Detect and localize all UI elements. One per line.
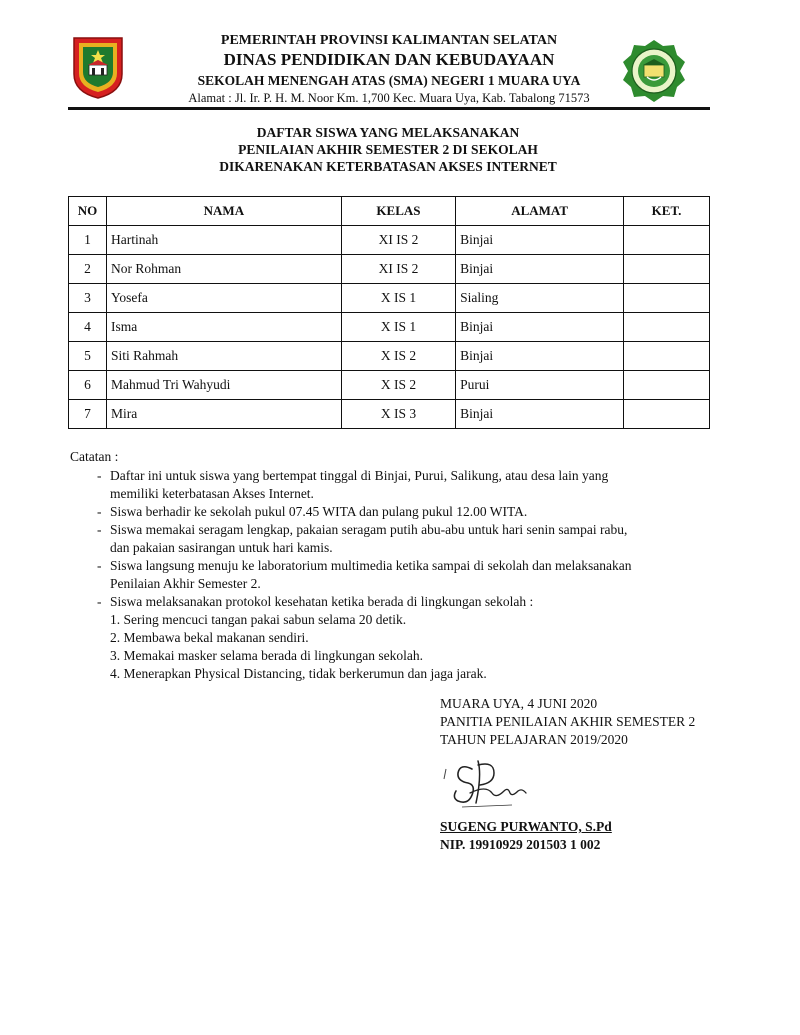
table-row bbox=[69, 313, 710, 342]
header-no: NO bbox=[69, 197, 107, 226]
note-line: dan pakaian sasirangan untuk hari kamis. bbox=[110, 540, 333, 555]
signer-block bbox=[440, 818, 612, 854]
notes-section bbox=[70, 448, 730, 683]
note-dash: - bbox=[97, 594, 102, 609]
cell-alamat: Binjai bbox=[456, 313, 624, 342]
cell-nama: Yosefa bbox=[106, 284, 341, 313]
provincial-emblem-icon bbox=[70, 34, 126, 100]
cell-nama: Mira bbox=[106, 400, 341, 429]
header-alamat: ALAMAT bbox=[456, 197, 624, 226]
school-emblem-icon bbox=[621, 38, 687, 104]
note-line: memiliki keterbatasan Akses Internet. bbox=[110, 486, 314, 501]
note-item bbox=[70, 467, 730, 503]
committee-name: PANITIA PENILAIAN AKHIR SEMESTER 2 bbox=[440, 714, 696, 729]
note-dash: - bbox=[97, 468, 102, 483]
cell-kelas: X IS 1 bbox=[341, 284, 455, 313]
cell-kelas: X IS 2 bbox=[341, 342, 455, 371]
header-nama: NAMA bbox=[106, 197, 341, 226]
cell-kelas: X IS 3 bbox=[341, 400, 455, 429]
cell-nama: Nor Rohman bbox=[106, 255, 341, 284]
note-item bbox=[70, 521, 730, 557]
notes-heading: Catatan : bbox=[70, 449, 119, 464]
cell-ket bbox=[624, 371, 710, 400]
document-title bbox=[100, 124, 676, 175]
table-row bbox=[69, 371, 710, 400]
school-address: Alamat : Jl. Ir. P. H. M. Noor Km. 1,700 Kec. Muara Uya, Kab. Tabalong 71573 bbox=[188, 91, 590, 106]
note-line: Daftar ini untuk siswa yang bertempat tinggal di Binjai, Purui, Salikung, atau desa lain yang bbox=[110, 468, 609, 483]
protocol-list bbox=[70, 611, 730, 683]
cell-no: 2 bbox=[69, 255, 107, 284]
table-row bbox=[69, 284, 710, 313]
cell-alamat: Binjai bbox=[456, 342, 624, 371]
department-name: DINAS PENDIDIKAN DAN KEBUDAYAAN bbox=[223, 50, 555, 70]
cell-ket bbox=[624, 255, 710, 284]
academic-year: TAHUN PELAJARAN 2019/2020 bbox=[440, 732, 628, 747]
signer-nip: NIP. 19910929 201503 1 002 bbox=[440, 837, 601, 852]
cell-nama: Hartinah bbox=[106, 226, 341, 255]
header-ket: KET. bbox=[624, 197, 710, 226]
cell-no: 3 bbox=[69, 284, 107, 313]
note-line: Siswa berhadir ke sekolah pukul 07.45 WITA dan pulang pukul 12.00 WITA. bbox=[110, 504, 528, 519]
note-line: Siswa langsung menuju ke laboratorium multimedia ketika sampai di sekolah dan melaksanakan bbox=[110, 558, 632, 573]
protocol-item: 1. Sering mencuci tangan pakai sabun selama 20 detik. bbox=[110, 612, 407, 627]
cell-alamat: Sialing bbox=[456, 284, 624, 313]
cell-nama: Isma bbox=[106, 313, 341, 342]
signer-name: SUGENG PURWANTO, S.Pd bbox=[440, 819, 612, 834]
cell-nama: Mahmud Tri Wahyudi bbox=[106, 371, 341, 400]
government-name: PEMERINTAH PROVINSI KALIMANTAN SELATAN bbox=[220, 33, 558, 48]
header-kelas: KELAS bbox=[341, 197, 455, 226]
table-row bbox=[69, 255, 710, 284]
table-row bbox=[69, 400, 710, 429]
protocol-item: 3. Memakai masker selama berada di lingkungan sekolah. bbox=[110, 648, 424, 663]
note-line: Siswa memakai seragam lengkap, pakaian seragam putih abu-abu untuk hari senin sampai rabu, bbox=[110, 522, 628, 537]
note-line: Siswa melaksanakan protokol kesehatan ketika berada di lingkungan sekolah : bbox=[110, 594, 534, 609]
cell-no: 1 bbox=[69, 226, 107, 255]
cell-kelas: XI IS 2 bbox=[341, 226, 455, 255]
place-date: MUARA UYA, 4 JUNI 2020 bbox=[440, 696, 598, 711]
cell-no: 6 bbox=[69, 371, 107, 400]
cell-ket bbox=[624, 400, 710, 429]
table-header-row bbox=[69, 197, 710, 226]
note-item bbox=[70, 557, 730, 593]
cell-nama: Siti Rahmah bbox=[106, 342, 341, 371]
cell-kelas: X IS 1 bbox=[341, 313, 455, 342]
note-line: Penilaian Akhir Semester 2. bbox=[110, 576, 261, 591]
note-dash: - bbox=[97, 522, 102, 537]
letterhead-text bbox=[150, 33, 628, 106]
cell-alamat: Purui bbox=[456, 371, 624, 400]
table-row bbox=[69, 342, 710, 371]
cell-ket bbox=[624, 342, 710, 371]
cell-alamat: Binjai bbox=[456, 255, 624, 284]
cell-ket bbox=[624, 313, 710, 342]
protocol-item: 4. Menerapkan Physical Distancing, tidak berkerumun dan jaga jarak. bbox=[110, 666, 487, 681]
cell-ket bbox=[624, 284, 710, 313]
letterhead bbox=[0, 0, 800, 112]
signature-block bbox=[440, 695, 740, 749]
protocol-item: 2. Membawa bekal makanan sendiri. bbox=[110, 630, 309, 645]
school-name: SEKOLAH MENENGAH ATAS (SMA) NEGERI 1 MUARA UYA bbox=[197, 72, 581, 88]
table-row bbox=[69, 226, 710, 255]
cell-alamat: Binjai bbox=[456, 400, 624, 429]
cell-kelas: XI IS 2 bbox=[341, 255, 455, 284]
cell-no: 5 bbox=[69, 342, 107, 371]
note-dash: - bbox=[97, 558, 102, 573]
cell-no: 4 bbox=[69, 313, 107, 342]
note-item bbox=[70, 593, 730, 611]
cell-alamat: Binjai bbox=[456, 226, 624, 255]
title-line-1: DAFTAR SISWA YANG MELAKSANAKAN bbox=[256, 125, 520, 140]
title-line-2: PENILAIAN AKHIR SEMESTER 2 DI SEKOLAH bbox=[238, 142, 538, 157]
student-table bbox=[68, 196, 710, 429]
cell-ket bbox=[624, 226, 710, 255]
note-item bbox=[70, 503, 730, 521]
title-line-3: DIKARENAKAN KETERBATASAN AKSES INTERNET bbox=[219, 159, 557, 174]
letterhead-divider bbox=[68, 107, 710, 110]
cell-kelas: X IS 2 bbox=[341, 371, 455, 400]
note-dash: - bbox=[97, 504, 102, 519]
cell-no: 7 bbox=[69, 400, 107, 429]
handwritten-signature-icon bbox=[442, 755, 532, 815]
